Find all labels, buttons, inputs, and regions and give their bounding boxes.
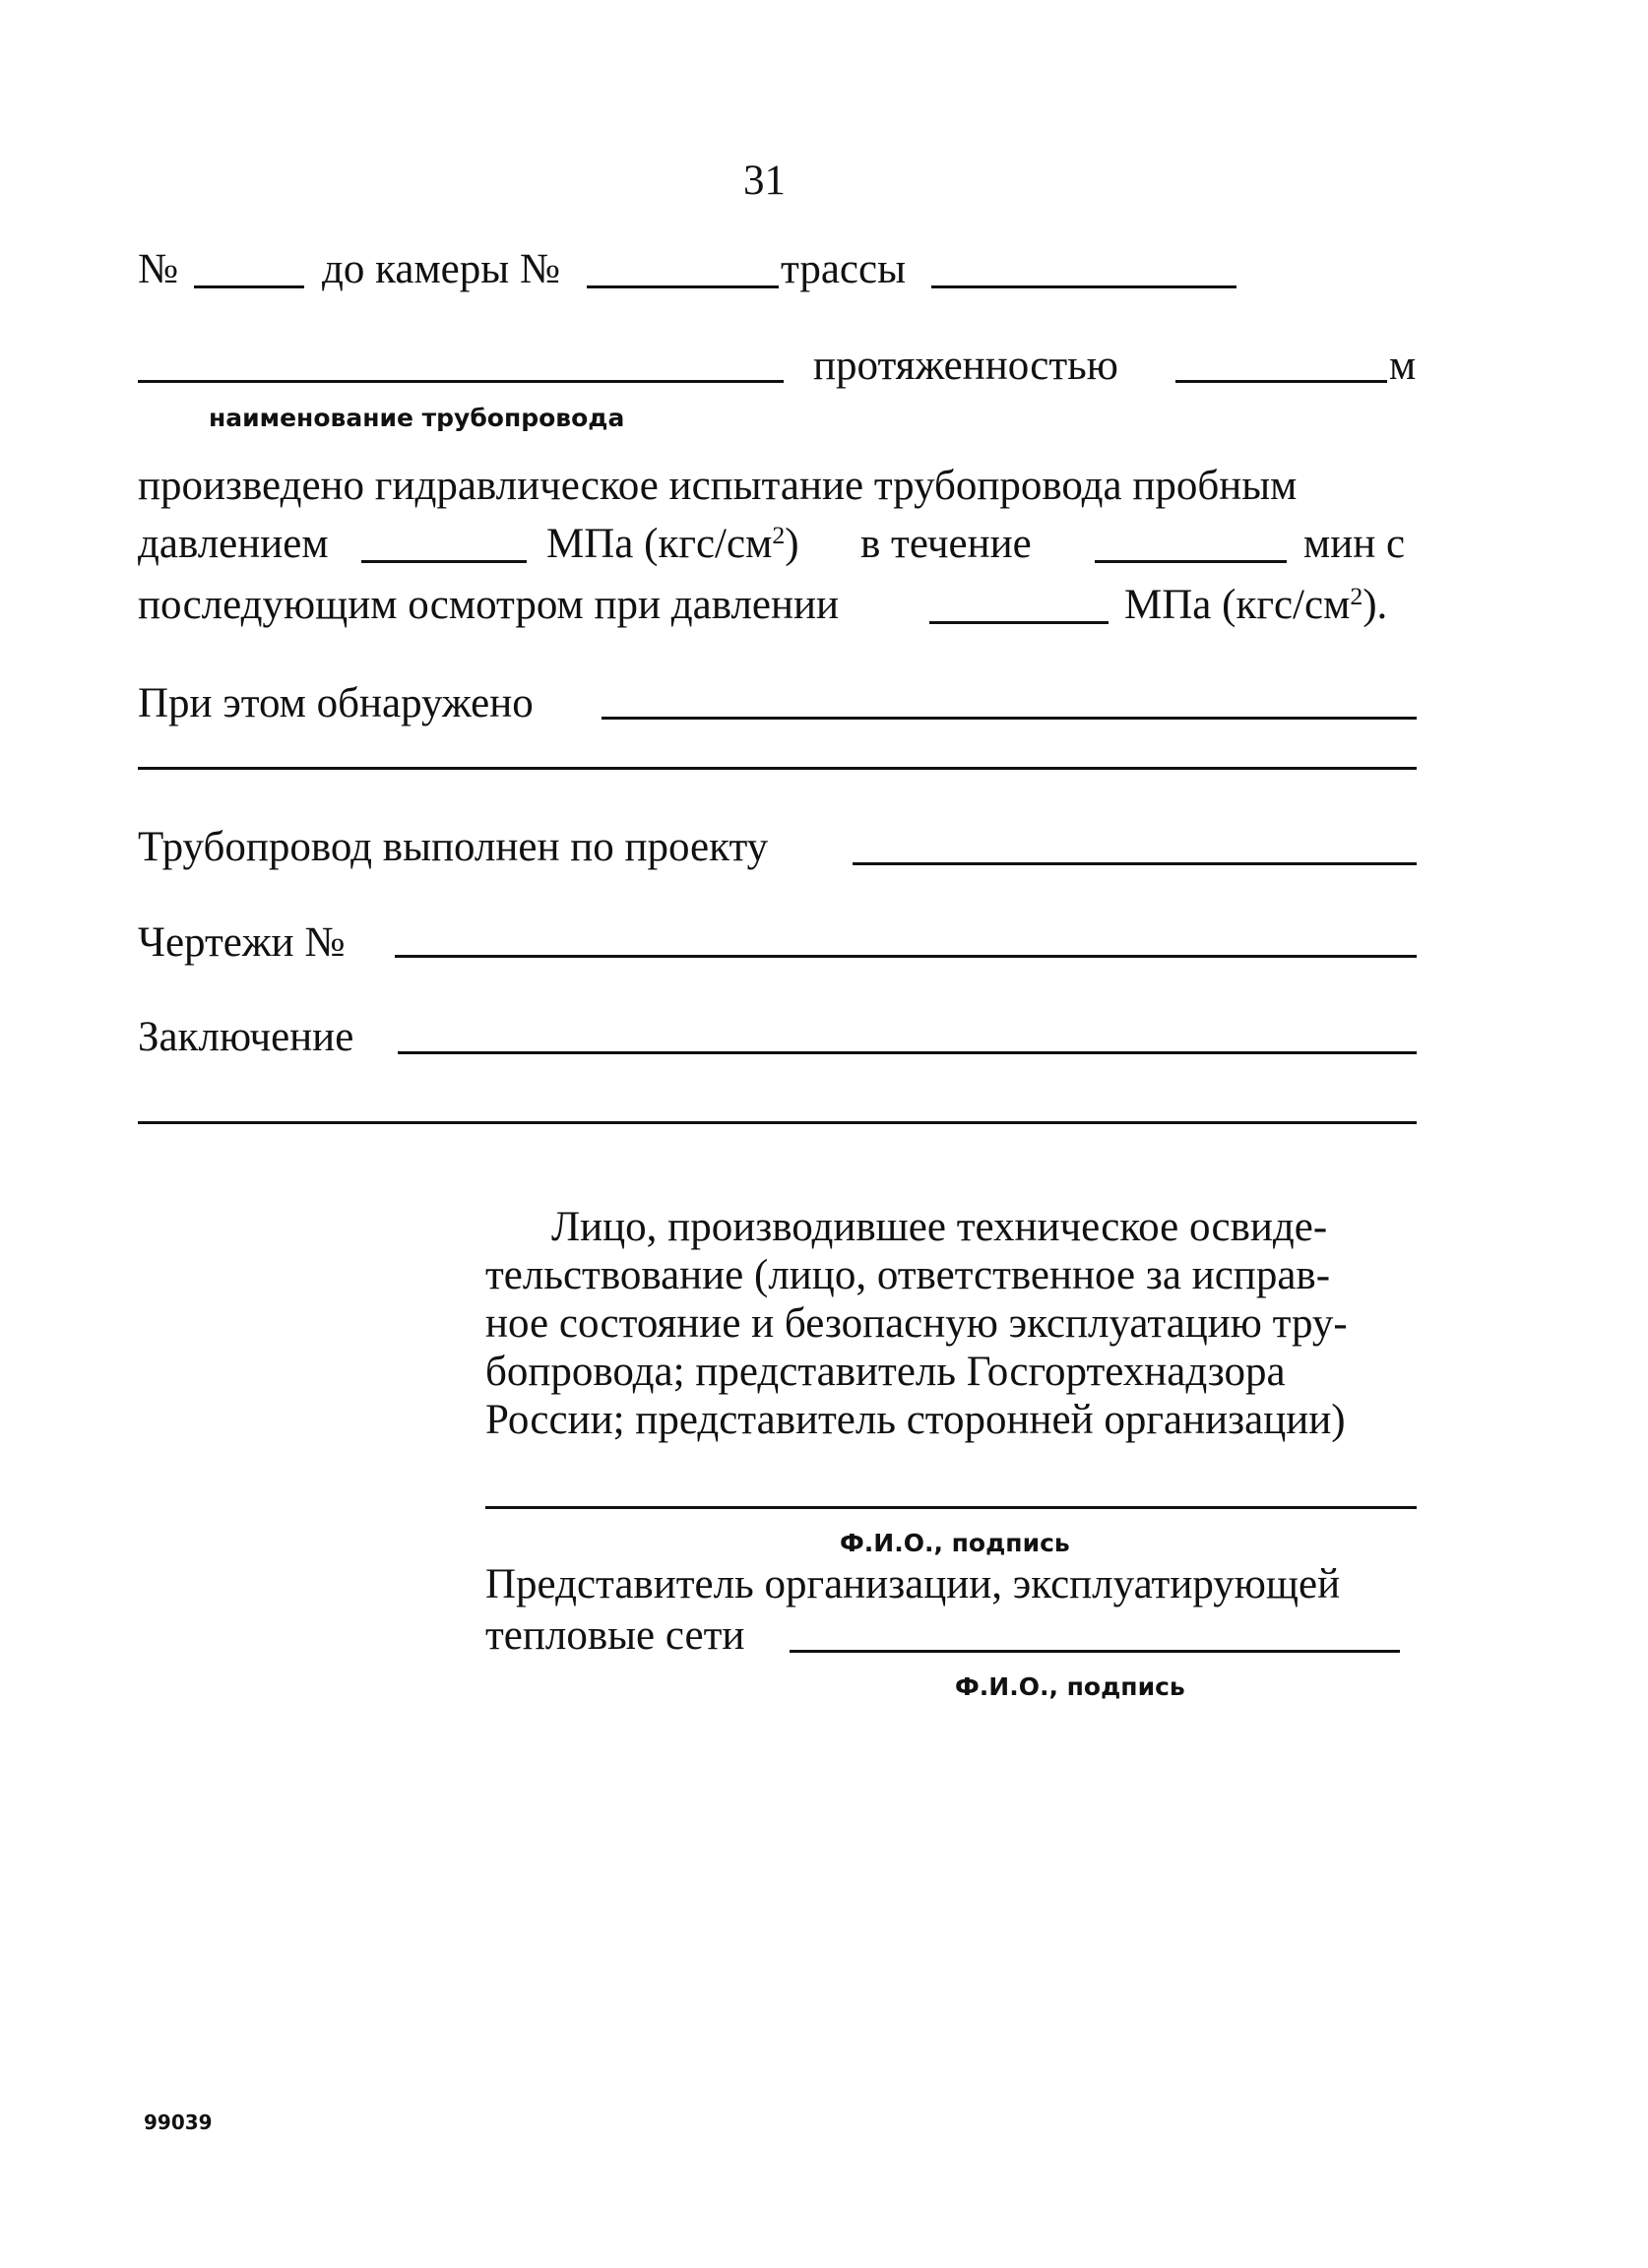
number-label: № [138,246,179,292]
conclusion-blank-2[interactable] [138,1121,1417,1124]
during-label: в течение [860,521,1032,567]
project-label: Трубопровод выполнен по проекту [138,824,769,870]
pipeline-name-caption: наименование трубопровода [209,404,625,432]
operator-signature-blank[interactable] [790,1650,1400,1653]
conclusion-label: Заключение [138,1014,354,1060]
fio-caption-2: Ф.И.О., подпись [955,1672,1185,1701]
conclusion-blank[interactable] [398,1051,1417,1054]
route-blank[interactable] [931,285,1236,288]
project-blank[interactable] [853,862,1417,865]
page-number: 31 [743,158,786,204]
signatory-line-3: ное состояние и безопасную эксплуатацию тру- [485,1300,1348,1347]
length-blank[interactable] [1175,380,1387,383]
signatory-line-5: России; представитель сторонней организации) [485,1397,1346,1443]
operator-line-1: Представитель организации, эксплуатирующей [485,1561,1341,1607]
found-blank-2[interactable] [138,767,1417,770]
chamber-number-blank[interactable] [587,285,779,288]
footer-code: 99039 [144,2110,213,2134]
signatory-line-1: Лицо, производившее техническое освиде- [551,1204,1328,1250]
drawings-label: Чертежи № [138,919,346,966]
inspection-label: последующим осмотром при давлении [138,582,840,628]
to-chamber-label: до камеры № [322,246,560,292]
found-label: При этом обнаружено [138,680,534,726]
signatory-signature-blank[interactable] [485,1506,1417,1509]
fio-caption-1: Ф.И.О., подпись [840,1529,1070,1557]
pressure-unit-1: МПа $(кгс/см^2)$ [546,520,799,567]
test-line-1: произведено гидравлическое испытание трубопровода пробным [138,463,1298,509]
signatory-line-4: бопровода; представитель Госгортехнадзора [485,1349,1286,1395]
operator-line-2: тепловые сети [485,1612,745,1659]
pipeline-name-blank[interactable] [138,380,784,383]
duration-blank[interactable] [1095,560,1287,563]
inspection-pressure-blank[interactable] [929,621,1109,624]
signatory-line-2: тельствование (лицо, ответственное за исправ- [485,1252,1331,1298]
pressure-unit-2: МПа $(кгс/см^2)$. [1124,581,1388,628]
meter-unit: м [1389,343,1417,389]
found-blank[interactable] [602,717,1417,720]
test-pressure-blank[interactable] [361,560,527,563]
number-blank[interactable] [194,285,304,288]
length-label: протяженностью [813,343,1118,389]
min-label: мин с [1303,521,1406,567]
drawings-blank[interactable] [395,955,1417,958]
route-label: трассы [781,246,906,292]
pressure-label: давлением [138,521,329,567]
